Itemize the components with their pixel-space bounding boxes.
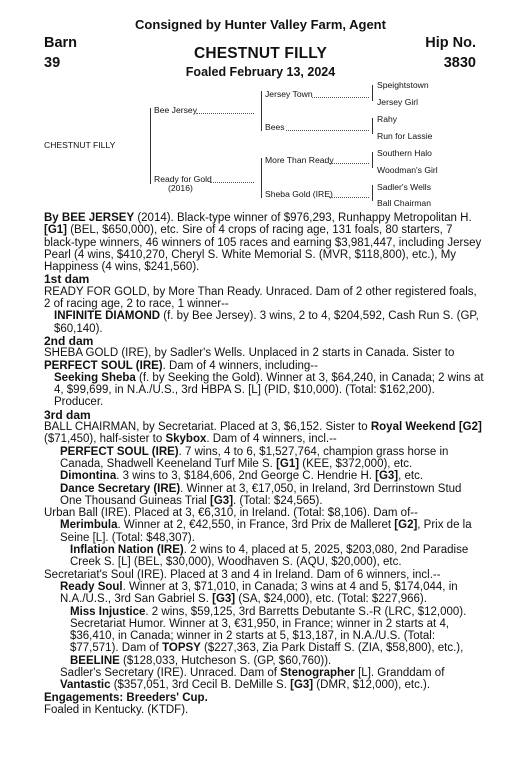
sire-paragraph xyxy=(44,212,484,273)
ped-line xyxy=(372,118,373,134)
foaled-in-line: Foaled in Kentucky. (KTDF). xyxy=(44,703,189,716)
ped-gen3: Sadler's Wells xyxy=(377,182,432,192)
produce-text: Sadler's Secretary (IRE). Unraced. Dam of xyxy=(60,666,281,679)
horse-name: Inflation Nation (IRE) xyxy=(70,544,184,557)
ped-line xyxy=(372,152,373,168)
sire-lead: By BEE JERSEY xyxy=(44,212,135,224)
produce-entry xyxy=(44,618,484,667)
ped-gen3: Ball Chairman xyxy=(377,198,431,208)
ped-line xyxy=(261,158,262,198)
produce-entry xyxy=(44,446,484,471)
horse-name: PERFECT SOUL (IRE) xyxy=(60,445,179,458)
ped-dam-sire: More Than Ready xyxy=(265,155,334,165)
horse-name: Vantastic xyxy=(60,679,111,692)
grade-badge: [G3] xyxy=(210,494,234,507)
produce-entry xyxy=(44,310,484,335)
produce-text: ($128,033, Hutcheson S. (GP, $60,760)). xyxy=(119,654,332,667)
sire-text: (BEL, $650,000), etc. Sire of 4 crops of racing age, 131 foals, 80 starters, 7 black-type winners, 46 winners of 105 races and earning $3,981,447, including Jersey Pearl (4 wins, $410,270, Cheryl S. White Memorial S. (MVR, $118,800), etc.), My Happiness (4 wins, $241,560). xyxy=(44,224,482,274)
ped-sire-sire: Jersey Town xyxy=(265,89,313,99)
produce-entry xyxy=(44,667,484,692)
dam-text: SHEBA GOLD (IRE), by Sadler's Wells. Unplaced in 2 starts in Canada. Sister to xyxy=(44,347,455,360)
third-dam-heading: 3rd dam xyxy=(44,407,91,422)
produce-text: (SA, $24,000), etc. (Total: $227,966). xyxy=(235,593,427,606)
horse-name: Dimontina xyxy=(60,470,117,483)
horse-name: Dance Secretary (IRE) xyxy=(60,482,181,495)
foaling-date: Foaled February 13, 2024 xyxy=(185,65,336,79)
dam-text: . Dam of 4 winners, incl.-- xyxy=(206,433,337,446)
grade-badge: [G1] xyxy=(44,224,67,237)
produce-entry xyxy=(44,544,484,569)
produce-text: , etc. xyxy=(398,470,424,483)
ped-line xyxy=(261,91,262,131)
produce-text: [L]. Granddam of xyxy=(354,666,445,679)
third-dam-line xyxy=(44,421,484,446)
ped-dots xyxy=(329,197,369,198)
produce-text: (f. by Seeking the Gold). Winner at 3, $64,240, in Canada; 2 wins at 4, $99,699, in N.A./U.S., 3rd HBPA S. [L] (PID, $10,000). (Total: $162,200). Producer. xyxy=(54,371,484,409)
produce-text: . 7 wins, 4 to 6, $1,527,764, champion grass horse in Canada, Shadwell Keeneland Turf Mile S. xyxy=(60,445,449,470)
horse-name: Miss Injustice xyxy=(70,605,146,618)
consignor-line: Consigned by Hunter Valley Farm, Agent xyxy=(135,17,386,32)
ped-dots xyxy=(210,182,254,183)
ped-gen3: Southern Halo xyxy=(377,148,432,158)
produce-entry xyxy=(44,483,484,508)
catalog-body xyxy=(44,212,484,716)
hip-number: 3830 xyxy=(443,55,476,71)
ped-gen3: Speightstown xyxy=(377,80,429,90)
barn-label: Barn xyxy=(44,35,78,51)
horse-name: Seeking Sheba xyxy=(54,371,136,384)
dam-text: . Dam of 4 winners, including-- xyxy=(162,359,318,372)
ped-gen3: Run for Lassie xyxy=(377,131,433,141)
produce-text: ($357,051, 3rd Cecil B. DeMille S. xyxy=(110,679,291,692)
ped-gen3: Rahy xyxy=(377,114,398,124)
grade-badge: [G3] xyxy=(212,593,236,606)
horse-name: PERFECT SOUL (IRE) xyxy=(44,359,163,372)
horse-name: Ready Soul xyxy=(60,580,123,593)
ped-dots xyxy=(196,113,254,114)
ped-dam-dam: Sheba Gold (IRE) xyxy=(265,189,333,199)
dam-text: BALL CHAIRMAN, by Secretariat. Placed at 3, $6,152. Sister to xyxy=(44,421,371,434)
ped-subject: CHESTNUT FILLY xyxy=(44,140,116,150)
engagements-line: Engagements: Breeders' Cup. xyxy=(44,691,208,704)
ped-sire: Bee Jersey xyxy=(154,105,197,115)
produce-entry: Secretariat's Soul (IRE). Placed at 3 and 4 in Ireland. Dam of 6 winners, incl.-- xyxy=(44,568,441,581)
horse-name: TOPSY xyxy=(162,642,201,655)
grade-badge: [G1] xyxy=(276,457,300,470)
ped-dots xyxy=(286,130,369,131)
produce-text: (DMR, $12,000), etc.). xyxy=(313,679,431,692)
produce-entry: Urban Ball (IRE). Placed at 3, €6,310, in Ireland. (Total: $8,106). Dam of-- xyxy=(44,507,418,520)
produce-entry xyxy=(44,372,484,409)
produce-entry xyxy=(44,606,484,618)
produce-text: Secretariat Humor. Winner at 3, €31,950, in France; winner in 2 starts at 4, $36,410, in Canada; winner in 2 starts at 5, $13,187, in N.A./U.S. (Total: $77,571). Dam of xyxy=(70,617,450,655)
produce-text: . (Total: $24,565). xyxy=(233,494,323,507)
produce-text: ($227,363, Zia Park Distaff S. (ZIA, $58,800), etc.), xyxy=(200,642,464,655)
horse-name: INFINITE DIAMOND xyxy=(54,310,161,323)
produce-text: . Winner at 2, €42,550, in France, 3rd Prix de Malleret xyxy=(117,519,395,532)
barn-number: 39 xyxy=(44,55,61,71)
ped-line xyxy=(372,185,373,201)
ped-dam-year: (2016) xyxy=(168,183,193,193)
hip-label: Hip No. xyxy=(425,35,476,51)
ped-line xyxy=(150,108,151,184)
produce-text: (KEE, $372,000), etc. xyxy=(299,457,413,470)
horse-name: Merimbula xyxy=(60,519,118,532)
produce-text: , Prix de la Seine [L]. (Total: $48,307). xyxy=(60,519,472,544)
dam-text: ($71,450), half-sister to xyxy=(44,433,166,446)
produce-text: (f. by Bee Jersey). 3 wins, 2 to 4, $204,592, Cash Run S. (GP, $60,140). xyxy=(54,310,479,335)
grade-badge: [G2] xyxy=(394,519,418,532)
horse-name: Stenographer xyxy=(280,666,355,679)
first-dam-heading: 1st dam xyxy=(44,272,90,287)
ped-sire-dam: Bees xyxy=(265,122,285,132)
produce-text: . 2 wins, $59,125, 3rd Barretts Debutante S.-R (LRC, $12,000). xyxy=(145,605,467,618)
ped-dots xyxy=(329,163,369,164)
page-title: CHESTNUT FILLY xyxy=(193,45,328,62)
second-dam-heading: 2nd dam xyxy=(44,333,94,348)
ped-line xyxy=(372,85,373,101)
produce-text: . 2 wins to 4, placed at 5, 2025, $203,080, 2nd Paradise Creek S. [L] (BEL, $30,000), Woodhaven S. (AQU, $20,000), etc. xyxy=(70,544,469,569)
sire-text: (2014). Black-type winner of $976,293, Runhappy Metropolitan H. xyxy=(134,212,472,224)
produce-entry xyxy=(44,470,484,482)
produce-entry xyxy=(44,581,484,606)
first-dam-line: READY FOR GOLD, by More Than Ready. Unraced. Dam of 2 other registered foals, 2 of racing age, 2 to race, 1 winner-- xyxy=(44,285,477,311)
ped-gen3: Jersey Girl xyxy=(377,97,419,107)
produce-entry xyxy=(44,519,484,544)
grade-badge: [G3] xyxy=(375,470,399,483)
ped-gen3: Woodman's Girl xyxy=(377,165,438,175)
horse-name: BEELINE xyxy=(70,654,120,667)
grade-badge: [G3] xyxy=(290,679,314,692)
second-dam-line xyxy=(44,347,484,372)
horse-name: Skybox xyxy=(165,433,207,446)
ped-dots xyxy=(312,97,369,98)
produce-text: . 3 wins to 3, $184,606, 2nd George C. Hendrie H. xyxy=(116,470,376,483)
ped-dam: Ready for Gold xyxy=(154,174,212,184)
produce-text: . Winner at 3, €17,050, in Ireland, 3rd Derrinstown Stud One Thousand Guineas Trial xyxy=(60,482,462,507)
horse-name: Royal Weekend [G2] xyxy=(370,421,482,434)
produce-text: . Winner at 3, $71,010, in Canada; 3 wins at 4 and 5, $174,044, in N.A./U.S., 3rd San Gabriel S. xyxy=(60,580,458,606)
